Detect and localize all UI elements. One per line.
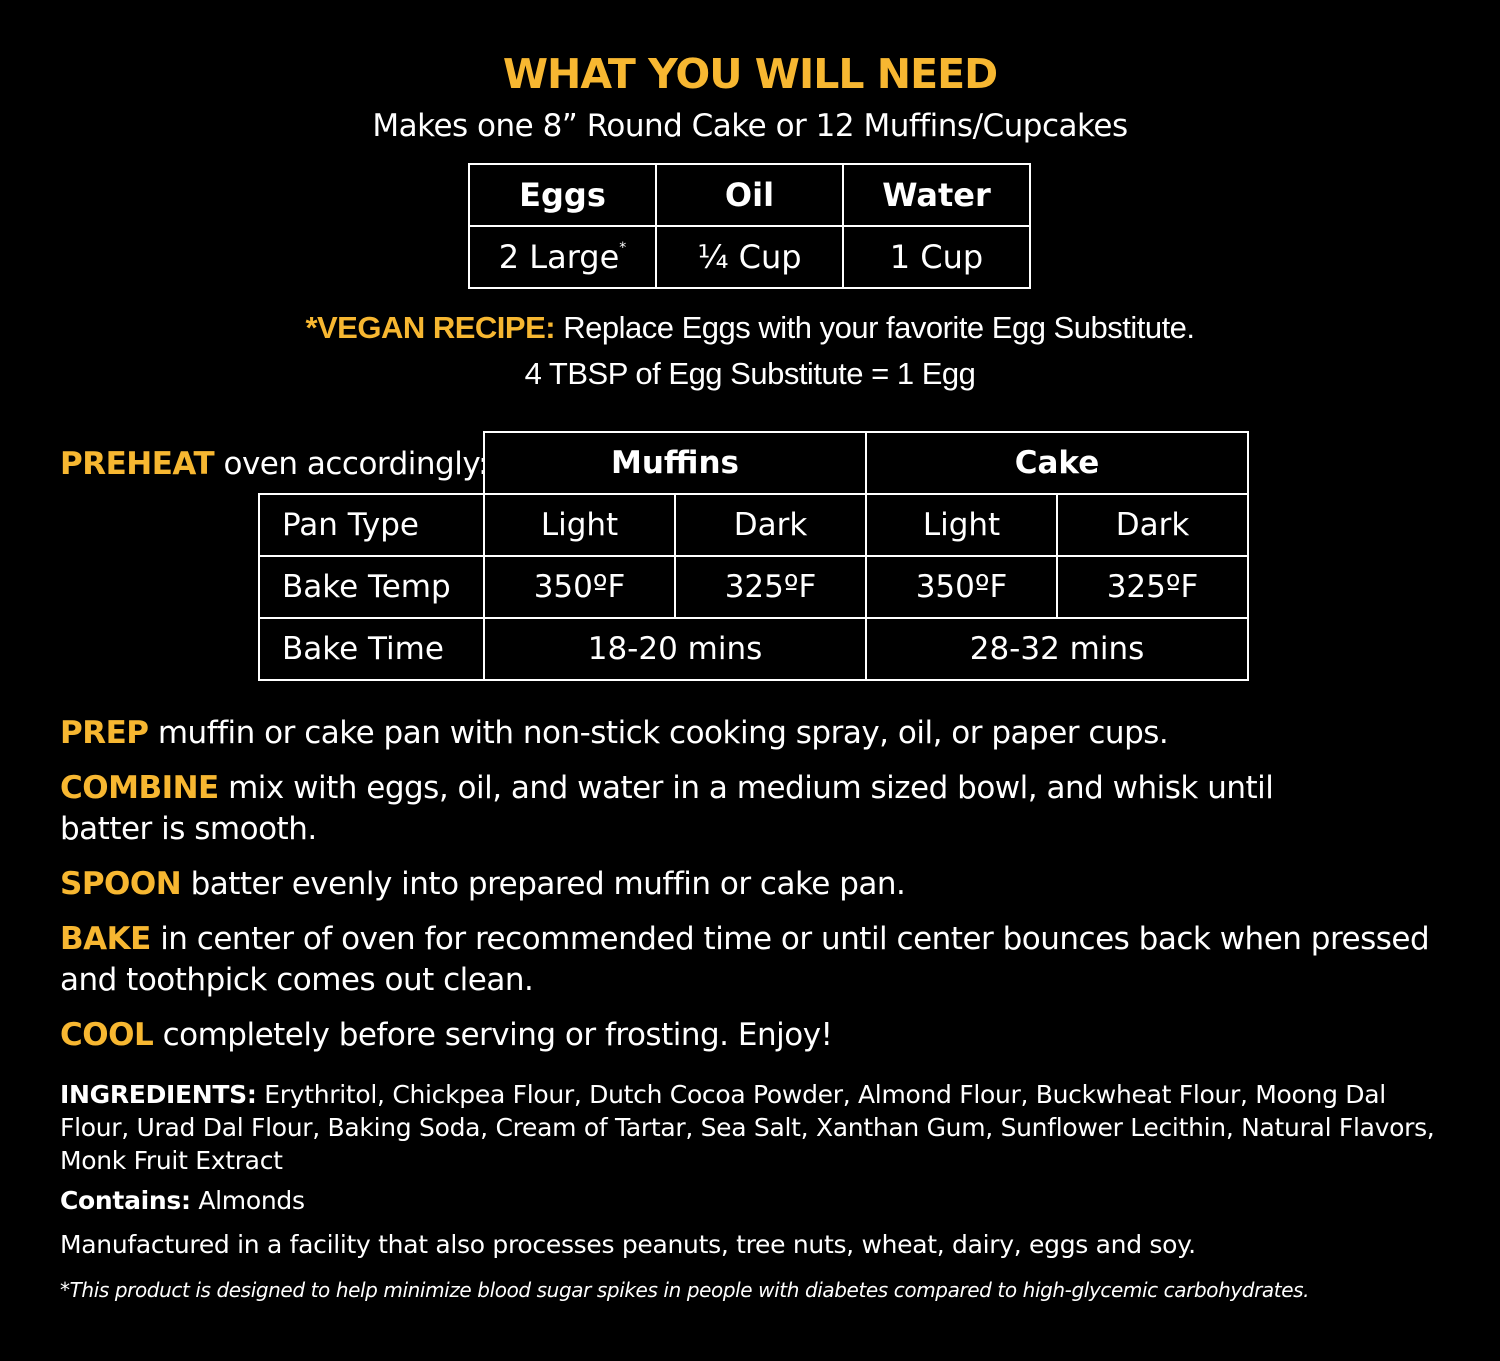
muffins-dark: Dark [675,494,866,556]
value-oil: ¼ Cup [656,226,843,288]
step-text: in center of oven for recommended time or until center bounces back when pressed [160,921,1430,957]
ingredients-text: Erythritol, Chickpea Flour, Dutch Cocoa Powder, Almond Flour, Buckwheat Flour, Moong Dal Flour, Urad Dal Flour, Baking Soda, Cream of Tartar, Sea Salt, Xanthan Gum, Sunflower Lecithin, Natural Flavors, Monk Fruit Extract [60,1080,1435,1175]
step-label: COOL [60,1017,154,1053]
value-water: 1 Cup [843,226,1030,288]
step-label: COMBINE [60,770,219,806]
step-label: SPOON [60,866,182,902]
vegan-conversion: 4 TBSP of Egg Substitute = 1 Egg [524,356,976,391]
vegan-label: *VEGAN RECIPE: [305,310,556,345]
step-cool [60,1015,1450,1056]
row-label-pan-type: Pan Type [259,494,484,556]
step-text-continued: batter is smooth. [60,811,317,847]
ingredients-label: INGREDIENTS: [60,1080,257,1109]
disclaimer: *This product is designed to help minimize blood sugar spikes in people with diabetes compared to high-glycemic carbohydrates. [60,1278,1310,1302]
step-text: completely before serving or frosting. Enjoy! [162,1017,833,1053]
step-label: BAKE [60,921,151,957]
muffins-bake-time: 18-20 mins [484,618,866,680]
step-bake [60,919,1450,1001]
step-label: PREP [60,715,149,751]
step-spoon [60,864,1450,905]
header-eggs: Eggs [469,164,656,226]
cake-dark-temp: 325ºF [1057,556,1248,618]
page-title: WHAT YOU WILL NEED [502,50,998,98]
what-you-need-table [468,163,1031,289]
header-water: Water [843,164,1030,226]
muffins-light: Light [484,494,675,556]
egg-footnote-mark: * [619,240,627,256]
cake-bake-time: 28-32 mins [866,618,1248,680]
row-label-bake-time: Bake Time [259,618,484,680]
step-text: mix with eggs, oil, and water in a medium sized bowl, and whisk until [228,770,1274,806]
cake-light: Light [866,494,1057,556]
step-text: muffin or cake pan with non-stick cooking spray, oil, or paper cups. [157,715,1169,751]
cake-dark: Dark [1057,494,1248,556]
preheat-keyword: PREHEAT [60,446,215,482]
muffins-light-temp: 350ºF [484,556,675,618]
eggs-amount: 2 Large [498,238,620,276]
step-prep [60,713,1450,754]
step-text-continued: and toothpick comes out clean. [60,962,534,998]
value-eggs [469,226,656,288]
cake-light-temp: 350ºF [866,556,1057,618]
group-muffins: Muffins [484,432,866,494]
header-oil: Oil [656,164,843,226]
group-cake: Cake [866,432,1248,494]
step-text: batter evenly into prepared muffin or cake pan. [190,866,906,902]
allergen-contains [60,1186,305,1215]
contains-text: Almonds [198,1186,305,1215]
step-combine [60,768,1450,850]
row-label-bake-temp: Bake Temp [259,556,484,618]
ingredients [60,1078,1450,1177]
bake-table [258,431,1249,681]
yield-subtitle: Makes one 8” Round Cake or 12 Muffins/Cupcakes [372,108,1128,144]
vegan-text: Replace Eggs with your favorite Egg Substitute. [563,310,1195,345]
preheat-text: oven accordingly: [223,446,488,482]
muffins-dark-temp: 325ºF [675,556,866,618]
vegan-note [0,305,1500,397]
facility-statement: Manufactured in a facility that also processes peanuts, tree nuts, wheat, dairy, eggs and soy. [60,1230,1196,1259]
contains-label: Contains: [60,1186,191,1215]
